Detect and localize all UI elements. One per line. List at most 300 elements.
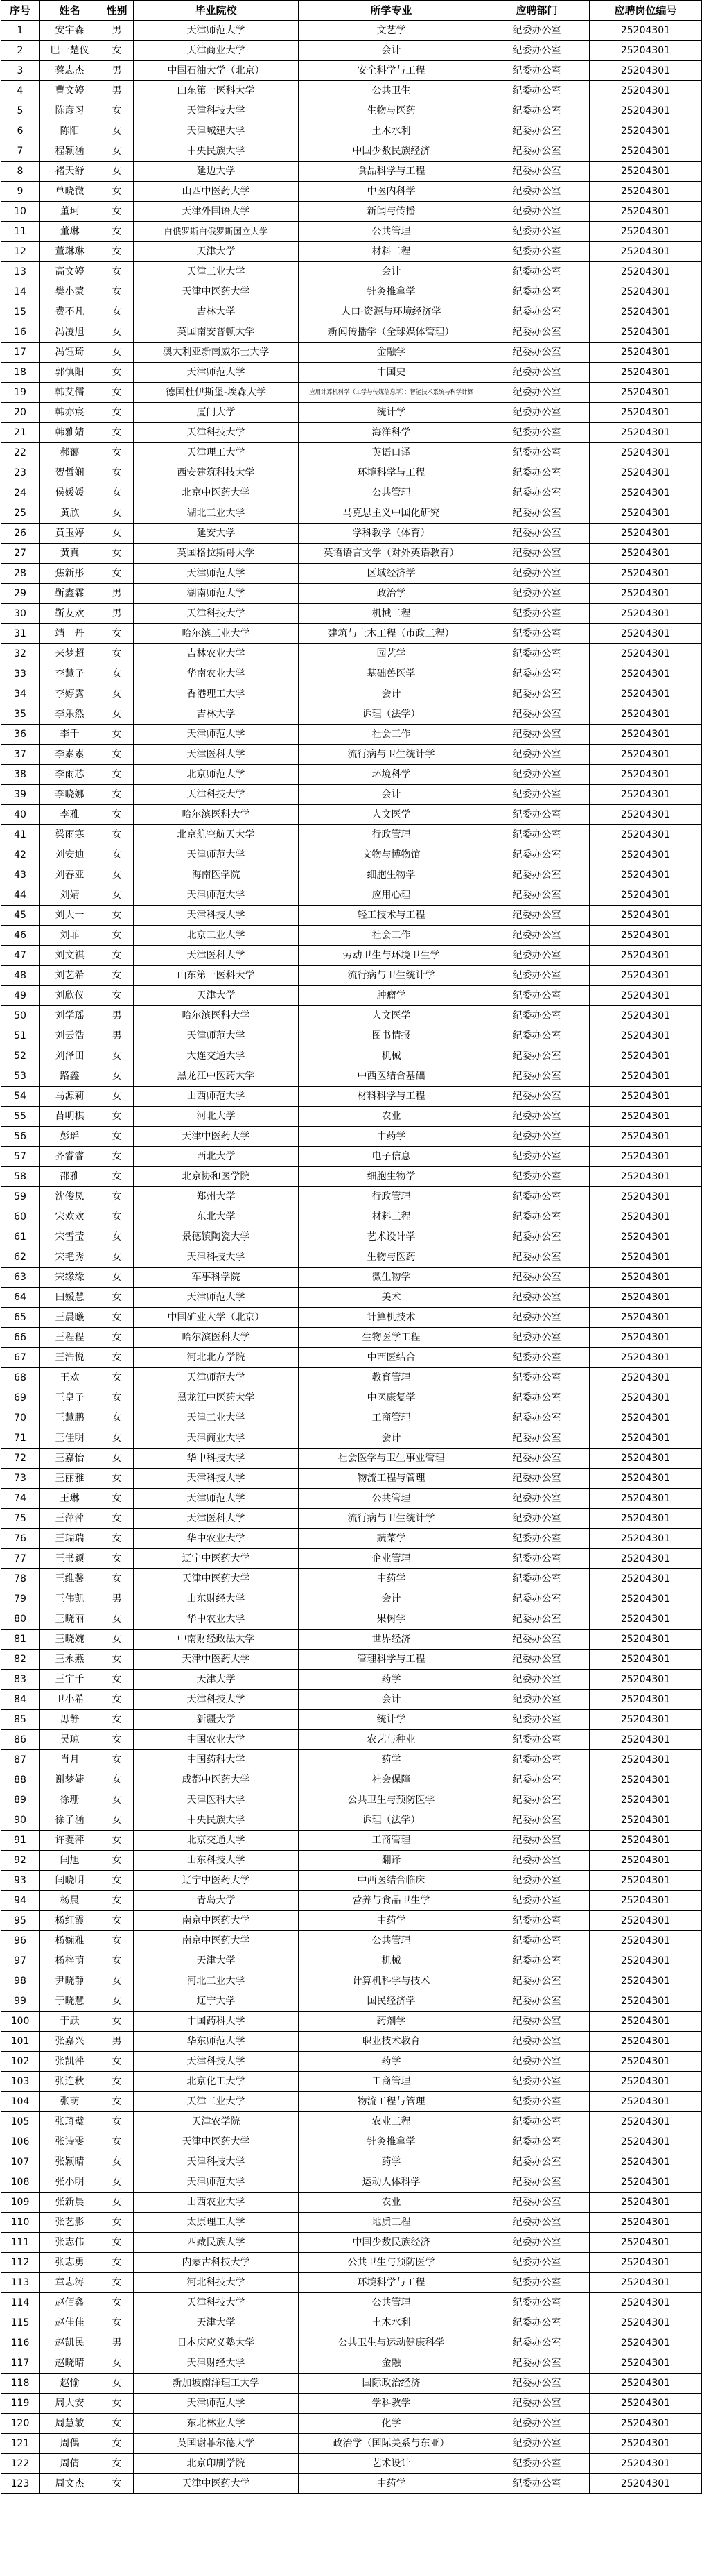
cell-gender: 女 — [100, 483, 134, 503]
cell-gender: 女 — [100, 865, 134, 885]
cell-department: 纪委办公室 — [484, 1268, 590, 1288]
cell-school: 东北林业大学 — [134, 2414, 299, 2434]
cell-major: 社会工作 — [299, 725, 484, 745]
cell-school: 天津外国语大学 — [134, 202, 299, 222]
cell-school: 河北大学 — [134, 1107, 299, 1127]
table-row — [1, 1489, 702, 1509]
cell-major: 人文医学 — [299, 805, 484, 825]
table-row — [1, 1670, 702, 1690]
table-row — [1, 1247, 702, 1268]
cell-gender: 女 — [100, 2353, 134, 2374]
cell-position-code: 25204301 — [590, 1107, 702, 1127]
cell-school: 英国南安普顿大学 — [134, 322, 299, 343]
cell-index: 28 — [1, 564, 40, 584]
cell-school: 天津科技大学 — [134, 101, 299, 121]
cell-gender: 女 — [100, 1871, 134, 1891]
cell-department: 纪委办公室 — [484, 1449, 590, 1469]
cell-department: 纪委办公室 — [484, 2394, 590, 2414]
cell-name: 董琳 — [40, 222, 100, 242]
cell-position-code: 25204301 — [590, 1247, 702, 1268]
cell-index: 77 — [1, 1549, 40, 1569]
cell-position-code: 25204301 — [590, 2092, 702, 2112]
cell-position-code: 25204301 — [590, 61, 702, 81]
cell-name: 刘婧 — [40, 885, 100, 906]
cell-school: 天津中医药大学 — [134, 282, 299, 302]
cell-major: 政治学（国际关系与东亚） — [299, 2434, 484, 2454]
table-row — [1, 2333, 702, 2353]
cell-major: 中国少数民族经济 — [299, 2233, 484, 2253]
table-row — [1, 2092, 702, 2112]
cell-index: 47 — [1, 946, 40, 966]
cell-major: 肿瘤学 — [299, 986, 484, 1006]
cell-gender: 女 — [100, 1147, 134, 1167]
cell-school: 天津农学院 — [134, 2112, 299, 2132]
table-row — [1, 2374, 702, 2394]
cell-index: 103 — [1, 2072, 40, 2092]
cell-gender: 女 — [100, 926, 134, 946]
cell-position-code: 25204301 — [590, 1368, 702, 1388]
cell-position-code: 25204301 — [590, 101, 702, 121]
cell-position-code: 25204301 — [590, 443, 702, 463]
cell-name: 董琳琳 — [40, 242, 100, 262]
cell-position-code: 25204301 — [590, 1489, 702, 1509]
cell-school: 郑州大学 — [134, 1187, 299, 1207]
cell-department: 纪委办公室 — [484, 1066, 590, 1087]
table-row — [1, 1187, 702, 1207]
cell-position-code: 25204301 — [590, 564, 702, 584]
cell-department: 纪委办公室 — [484, 524, 590, 544]
cell-position-code: 25204301 — [590, 162, 702, 182]
cell-gender: 女 — [100, 121, 134, 141]
cell-major: 人口·资源与环境经济学 — [299, 302, 484, 322]
cell-gender: 女 — [100, 363, 134, 383]
cell-index: 44 — [1, 885, 40, 906]
cell-department: 纪委办公室 — [484, 865, 590, 885]
cell-department: 纪委办公室 — [484, 1851, 590, 1871]
header-index: 序号 — [1, 1, 40, 21]
cell-department: 纪委办公室 — [484, 2032, 590, 2052]
cell-position-code: 25204301 — [590, 1871, 702, 1891]
cell-name: 刘欣仪 — [40, 986, 100, 1006]
cell-gender: 女 — [100, 1529, 134, 1549]
cell-name: 杨红霞 — [40, 1911, 100, 1931]
cell-department: 纪委办公室 — [484, 202, 590, 222]
cell-department: 纪委办公室 — [484, 825, 590, 845]
cell-gender: 女 — [100, 885, 134, 906]
cell-position-code: 25204301 — [590, 1971, 702, 1991]
cell-major: 针灸推拿学 — [299, 2132, 484, 2152]
cell-index: 56 — [1, 1127, 40, 1147]
cell-position-code: 25204301 — [590, 322, 702, 343]
cell-major: 生物医学工程 — [299, 1328, 484, 1348]
cell-name: 刘泽田 — [40, 1046, 100, 1066]
cell-school: 华中农业大学 — [134, 1609, 299, 1630]
table-row — [1, 704, 702, 725]
cell-major: 细胞生物学 — [299, 865, 484, 885]
cell-major: 中医康复学 — [299, 1388, 484, 1408]
cell-index: 60 — [1, 1207, 40, 1227]
cell-name: 宋欢欢 — [40, 1207, 100, 1227]
cell-index: 26 — [1, 524, 40, 544]
table-row — [1, 1127, 702, 1147]
cell-name: 李晓娜 — [40, 785, 100, 805]
table-row — [1, 2474, 702, 2494]
table-row — [1, 1911, 702, 1931]
cell-school: 哈尔滨医科大学 — [134, 805, 299, 825]
cell-index: 108 — [1, 2172, 40, 2193]
cell-major: 建筑与土木工程（市政工程） — [299, 624, 484, 644]
cell-index: 35 — [1, 704, 40, 725]
cell-position-code: 25204301 — [590, 926, 702, 946]
cell-name: 张嘉兴 — [40, 2032, 100, 2052]
cell-name: 王慧鹏 — [40, 1408, 100, 1428]
cell-major: 劳动卫生与环境卫生学 — [299, 946, 484, 966]
cell-school: 天津工业大学 — [134, 2092, 299, 2112]
cell-department: 纪委办公室 — [484, 21, 590, 41]
table-row — [1, 986, 702, 1006]
table-row — [1, 906, 702, 926]
cell-school: 华中农业大学 — [134, 1529, 299, 1549]
cell-position-code: 25204301 — [590, 1589, 702, 1609]
table-row — [1, 2273, 702, 2293]
table-row — [1, 503, 702, 524]
cell-gender: 男 — [100, 2032, 134, 2052]
cell-position-code: 25204301 — [590, 1167, 702, 1187]
table-row — [1, 81, 702, 101]
cell-school: 天津医科大学 — [134, 1509, 299, 1529]
cell-name: 周倩 — [40, 2454, 100, 2474]
cell-school: 天津师范大学 — [134, 885, 299, 906]
table-row — [1, 1026, 702, 1046]
cell-position-code: 25204301 — [590, 463, 702, 483]
cell-name: 杨梓萌 — [40, 1951, 100, 1971]
cell-position-code: 25204301 — [590, 1609, 702, 1630]
cell-department: 纪委办公室 — [484, 1408, 590, 1428]
cell-gender: 女 — [100, 182, 134, 202]
cell-department: 纪委办公室 — [484, 906, 590, 926]
cell-position-code: 25204301 — [590, 121, 702, 141]
cell-position-code: 25204301 — [590, 222, 702, 242]
cell-position-code: 25204301 — [590, 182, 702, 202]
cell-name: 梁雨寒 — [40, 825, 100, 845]
cell-name: 冯钰琦 — [40, 343, 100, 363]
cell-position-code: 25204301 — [590, 524, 702, 544]
cell-index: 76 — [1, 1529, 40, 1549]
cell-gender: 女 — [100, 1388, 134, 1408]
cell-index: 63 — [1, 1268, 40, 1288]
cell-name: 单晓微 — [40, 182, 100, 202]
cell-position-code: 25204301 — [590, 2072, 702, 2092]
cell-name: 李雅 — [40, 805, 100, 825]
cell-index: 81 — [1, 1630, 40, 1650]
cell-index: 114 — [1, 2293, 40, 2313]
cell-name: 赵愉 — [40, 2374, 100, 2394]
applicant-table — [1, 0, 702, 2494]
cell-department: 纪委办公室 — [484, 1469, 590, 1489]
cell-index: 97 — [1, 1951, 40, 1971]
cell-school: 湖南师范大学 — [134, 584, 299, 604]
cell-gender: 女 — [100, 1509, 134, 1529]
cell-gender: 女 — [100, 1127, 134, 1147]
cell-index: 93 — [1, 1871, 40, 1891]
cell-school: 北京航空航天大学 — [134, 825, 299, 845]
cell-major: 社会保障 — [299, 1770, 484, 1790]
cell-school: 吉林农业大学 — [134, 644, 299, 664]
cell-gender: 女 — [100, 1549, 134, 1569]
cell-position-code: 25204301 — [590, 2172, 702, 2193]
cell-index: 2 — [1, 41, 40, 61]
cell-index: 10 — [1, 202, 40, 222]
cell-name: 沈俊凤 — [40, 1187, 100, 1207]
cell-name: 董珂 — [40, 202, 100, 222]
cell-gender: 男 — [100, 1589, 134, 1609]
cell-name: 张颖晴 — [40, 2152, 100, 2172]
cell-index: 1 — [1, 21, 40, 41]
cell-department: 纪委办公室 — [484, 2414, 590, 2434]
cell-major: 农业工程 — [299, 2112, 484, 2132]
cell-position-code: 25204301 — [590, 1831, 702, 1851]
cell-index: 41 — [1, 825, 40, 845]
cell-name: 闫晓明 — [40, 1871, 100, 1891]
cell-position-code: 25204301 — [590, 2414, 702, 2434]
table-row — [1, 1147, 702, 1167]
cell-name: 宋缘缘 — [40, 1268, 100, 1288]
cell-major: 环境科学 — [299, 765, 484, 785]
cell-position-code: 25204301 — [590, 1630, 702, 1650]
cell-index: 71 — [1, 1428, 40, 1449]
cell-major: 地质工程 — [299, 2213, 484, 2233]
cell-index: 46 — [1, 926, 40, 946]
cell-major: 会计 — [299, 1690, 484, 1710]
cell-position-code: 25204301 — [590, 141, 702, 162]
cell-school: 北京协和医学院 — [134, 1167, 299, 1187]
cell-department: 纪委办公室 — [484, 1026, 590, 1046]
cell-position-code: 25204301 — [590, 21, 702, 41]
cell-name: 陈彦习 — [40, 101, 100, 121]
cell-department: 纪委办公室 — [484, 503, 590, 524]
cell-school: 吉林大学 — [134, 302, 299, 322]
cell-index: 8 — [1, 162, 40, 182]
cell-gender: 女 — [100, 1810, 134, 1831]
cell-gender: 女 — [100, 946, 134, 966]
cell-department: 纪委办公室 — [484, 1831, 590, 1851]
cell-position-code: 25204301 — [590, 483, 702, 503]
cell-name: 王丽雅 — [40, 1469, 100, 1489]
cell-gender: 女 — [100, 1247, 134, 1268]
cell-major: 中药学 — [299, 1911, 484, 1931]
table-row — [1, 2132, 702, 2152]
table-row — [1, 2193, 702, 2213]
cell-school: 中国农业大学 — [134, 1730, 299, 1750]
table-row — [1, 2052, 702, 2072]
cell-major: 行政管理 — [299, 1187, 484, 1207]
cell-gender: 女 — [100, 2193, 134, 2213]
cell-gender: 男 — [100, 1006, 134, 1026]
cell-position-code: 25204301 — [590, 1147, 702, 1167]
cell-name: 肖月 — [40, 1750, 100, 1770]
table-row — [1, 1971, 702, 1991]
cell-name: 周文杰 — [40, 2474, 100, 2494]
cell-major: 企业管理 — [299, 1549, 484, 1569]
cell-school: 天津大学 — [134, 986, 299, 1006]
table-row — [1, 2072, 702, 2092]
table-row — [1, 1328, 702, 1348]
cell-gender: 女 — [100, 302, 134, 322]
cell-major: 学科教学（体育） — [299, 524, 484, 544]
cell-school: 辽宁中医药大学 — [134, 1871, 299, 1891]
cell-gender: 男 — [100, 584, 134, 604]
table-row — [1, 564, 702, 584]
cell-major: 物流工程与管理 — [299, 2092, 484, 2112]
cell-position-code: 25204301 — [590, 1750, 702, 1770]
cell-school: 香港理工大学 — [134, 684, 299, 704]
cell-index: 82 — [1, 1650, 40, 1670]
cell-name: 焦新彤 — [40, 564, 100, 584]
cell-index: 14 — [1, 282, 40, 302]
cell-school: 厦门大学 — [134, 403, 299, 423]
cell-index: 15 — [1, 302, 40, 322]
table-row — [1, 1449, 702, 1469]
cell-gender: 女 — [100, 1087, 134, 1107]
cell-major: 学科教学 — [299, 2394, 484, 2414]
table-row — [1, 1931, 702, 1951]
cell-department: 纪委办公室 — [484, 1650, 590, 1670]
cell-department: 纪委办公室 — [484, 704, 590, 725]
cell-department: 纪委办公室 — [484, 1630, 590, 1650]
cell-gender: 女 — [100, 2152, 134, 2172]
cell-gender: 女 — [100, 1851, 134, 1871]
cell-name: 张萌 — [40, 2092, 100, 2112]
cell-school: 中国药科大学 — [134, 2012, 299, 2032]
table-row — [1, 2112, 702, 2132]
cell-position-code: 25204301 — [590, 503, 702, 524]
cell-school: 天津师范大学 — [134, 725, 299, 745]
cell-gender: 男 — [100, 1026, 134, 1046]
table-row — [1, 524, 702, 544]
cell-school: 景德镇陶瓷大学 — [134, 1227, 299, 1247]
table-row — [1, 584, 702, 604]
table-row — [1, 1770, 702, 1790]
cell-position-code: 25204301 — [590, 1529, 702, 1549]
cell-position-code: 25204301 — [590, 845, 702, 865]
cell-name: 刘春亚 — [40, 865, 100, 885]
table-row — [1, 1107, 702, 1127]
table-row — [1, 1730, 702, 1750]
cell-name: 郝蔼 — [40, 443, 100, 463]
cell-index: 51 — [1, 1026, 40, 1046]
cell-gender: 男 — [100, 81, 134, 101]
cell-position-code: 25204301 — [590, 1087, 702, 1107]
cell-major: 生物与医药 — [299, 1247, 484, 1268]
table-row — [1, 2293, 702, 2313]
cell-gender: 女 — [100, 503, 134, 524]
table-row — [1, 1087, 702, 1107]
cell-major: 细胞生物学 — [299, 1167, 484, 1187]
table-row — [1, 1650, 702, 1670]
cell-name: 侯媛媛 — [40, 483, 100, 503]
cell-major: 农艺与种业 — [299, 1730, 484, 1750]
cell-school: 天津商业大学 — [134, 41, 299, 61]
cell-gender: 女 — [100, 1931, 134, 1951]
table-row — [1, 2012, 702, 2032]
cell-name: 宋雪莹 — [40, 1227, 100, 1247]
cell-gender: 女 — [100, 745, 134, 765]
cell-gender: 女 — [100, 1630, 134, 1650]
cell-department: 纪委办公室 — [484, 664, 590, 684]
cell-gender: 女 — [100, 2233, 134, 2253]
cell-name: 徐子涵 — [40, 1810, 100, 1831]
cell-index: 115 — [1, 2313, 40, 2333]
table-row — [1, 765, 702, 785]
cell-name: 李慧子 — [40, 664, 100, 684]
cell-department: 纪委办公室 — [484, 805, 590, 825]
cell-major: 园艺学 — [299, 644, 484, 664]
cell-name: 赵佰鑫 — [40, 2293, 100, 2313]
cell-gender: 女 — [100, 2454, 134, 2474]
cell-department: 纪委办公室 — [484, 1690, 590, 1710]
cell-school: 天津财经大学 — [134, 2353, 299, 2374]
cell-gender: 女 — [100, 1831, 134, 1851]
cell-position-code: 25204301 — [590, 2313, 702, 2333]
cell-gender: 女 — [100, 765, 134, 785]
cell-name: 巴一楚仪 — [40, 41, 100, 61]
cell-name: 韩艾儒 — [40, 383, 100, 403]
cell-name: 郭慎阳 — [40, 363, 100, 383]
table-row — [1, 1469, 702, 1489]
cell-school: 新加坡南洋理工大学 — [134, 2374, 299, 2394]
cell-position-code: 25204301 — [590, 1710, 702, 1730]
cell-name: 周偶 — [40, 2434, 100, 2454]
cell-gender: 女 — [100, 564, 134, 584]
cell-position-code: 25204301 — [590, 1851, 702, 1871]
cell-index: 34 — [1, 684, 40, 704]
cell-school: 南京中医药大学 — [134, 1911, 299, 1931]
cell-position-code: 25204301 — [590, 1268, 702, 1288]
table-row — [1, 1690, 702, 1710]
cell-index: 116 — [1, 2333, 40, 2353]
cell-school: 天津师范大学 — [134, 564, 299, 584]
cell-name: 褚天舒 — [40, 162, 100, 182]
cell-department: 纪委办公室 — [484, 564, 590, 584]
cell-position-code: 25204301 — [590, 1911, 702, 1931]
cell-position-code: 25204301 — [590, 2233, 702, 2253]
cell-name: 陈阳 — [40, 121, 100, 141]
cell-index: 78 — [1, 1569, 40, 1589]
cell-school: 天津中医药大学 — [134, 2474, 299, 2494]
cell-name: 刘菲 — [40, 926, 100, 946]
cell-department: 纪委办公室 — [484, 2313, 590, 2333]
cell-gender: 女 — [100, 986, 134, 1006]
cell-major: 会计 — [299, 684, 484, 704]
cell-school: 天津医科大学 — [134, 745, 299, 765]
cell-position-code: 25204301 — [590, 2293, 702, 2313]
cell-major: 人文医学 — [299, 1006, 484, 1026]
cell-position-code: 25204301 — [590, 1690, 702, 1710]
cell-index: 104 — [1, 2092, 40, 2112]
cell-school: 中南财经政法大学 — [134, 1630, 299, 1650]
cell-index: 4 — [1, 81, 40, 101]
cell-department: 纪委办公室 — [484, 423, 590, 443]
cell-index: 11 — [1, 222, 40, 242]
cell-major: 微生物学 — [299, 1268, 484, 1288]
cell-major: 国际政治经济 — [299, 2374, 484, 2394]
table-row — [1, 1589, 702, 1609]
cell-major: 安全科学与工程 — [299, 61, 484, 81]
cell-index: 96 — [1, 1931, 40, 1951]
cell-position-code: 25204301 — [590, 584, 702, 604]
cell-department: 纪委办公室 — [484, 926, 590, 946]
cell-major: 药学 — [299, 1670, 484, 1690]
